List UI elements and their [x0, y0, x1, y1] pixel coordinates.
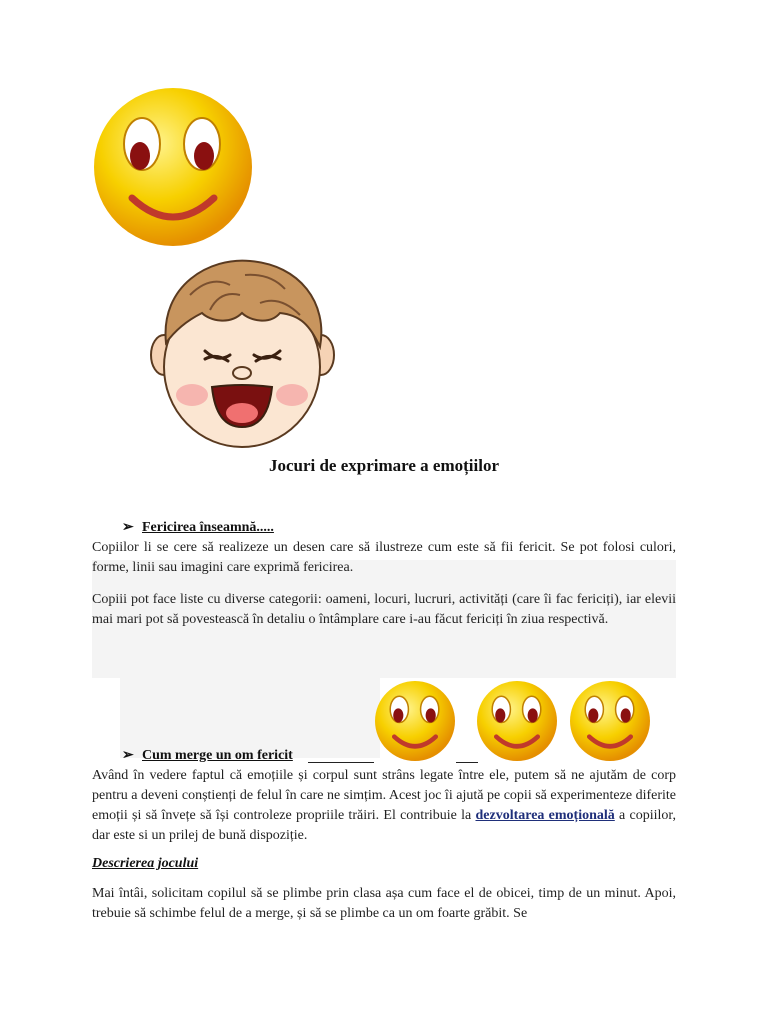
paragraph-3: [92, 766, 676, 846]
heading-label: Cum merge un om fericit: [142, 748, 293, 763]
page-title: Jocuri de exprimare a emoțiilor: [268, 456, 500, 475]
paragraph-text: Având în vedere faptul că emoțiile și corpul sunt strâns legate între ele, putem să ne ajutăm de corp pentru a deveni conștienți de felul în care ne simțim. Acest joc îi ajută pe copii să experimenteze diferite emoții și să învețe să își controleze propriile trăiri. El contribuie la: [92, 768, 676, 823]
bullet-heading-cum-merge: [122, 747, 293, 764]
subheading-descrierea: Descrierea jocului: [92, 856, 199, 871]
bullet-arrow-icon: ➢: [122, 748, 134, 763]
dezvoltarea-emotionala-link[interactable]: dezvoltarea emoțională: [475, 808, 615, 823]
smiley-face-icon: [92, 86, 254, 248]
heading-label: Fericirea înseamnă.....: [142, 520, 274, 535]
underline-rule: [456, 762, 478, 763]
paragraph-4: Mai întâi, solicitam copilul să se plimbe prin clasa așa cum face el de obicei, timp de un minut. Apoi, trebuie să schimbe felul de a merge, și să se plimbe ca un om foarte grăbit. Se: [92, 886, 676, 921]
paragraph-1: Copiilor li se cere să realizeze un desen care să ilustreze cum este să fii fericit. Se pot folosi culori, forme, linii sau imagini care exprimă fericirea.: [92, 540, 676, 575]
paragraph-text: a copiilor, dar este si un prilej de bună dispoziție.: [92, 808, 677, 843]
shade-strip-2: [120, 678, 380, 758]
underline-rule: [308, 762, 374, 763]
bullet-arrow-icon: ➢: [122, 520, 134, 535]
smiley-face-icon: [476, 680, 558, 762]
paragraph-2: Copiii pot face liste cu diverse categorii: oameni, locuri, lucruri, activități (care îi fac fericiți), iar elevii mai mari pot să povestească în detaliu o întâmplare care i-au făcut fericiți în ziua respectivă.: [92, 592, 676, 627]
smiley-face-icon: [374, 680, 456, 762]
smiley-face-icon: [569, 680, 651, 762]
laughing-child-face: [150, 255, 335, 450]
bullet-heading-fericirea: [122, 519, 274, 536]
